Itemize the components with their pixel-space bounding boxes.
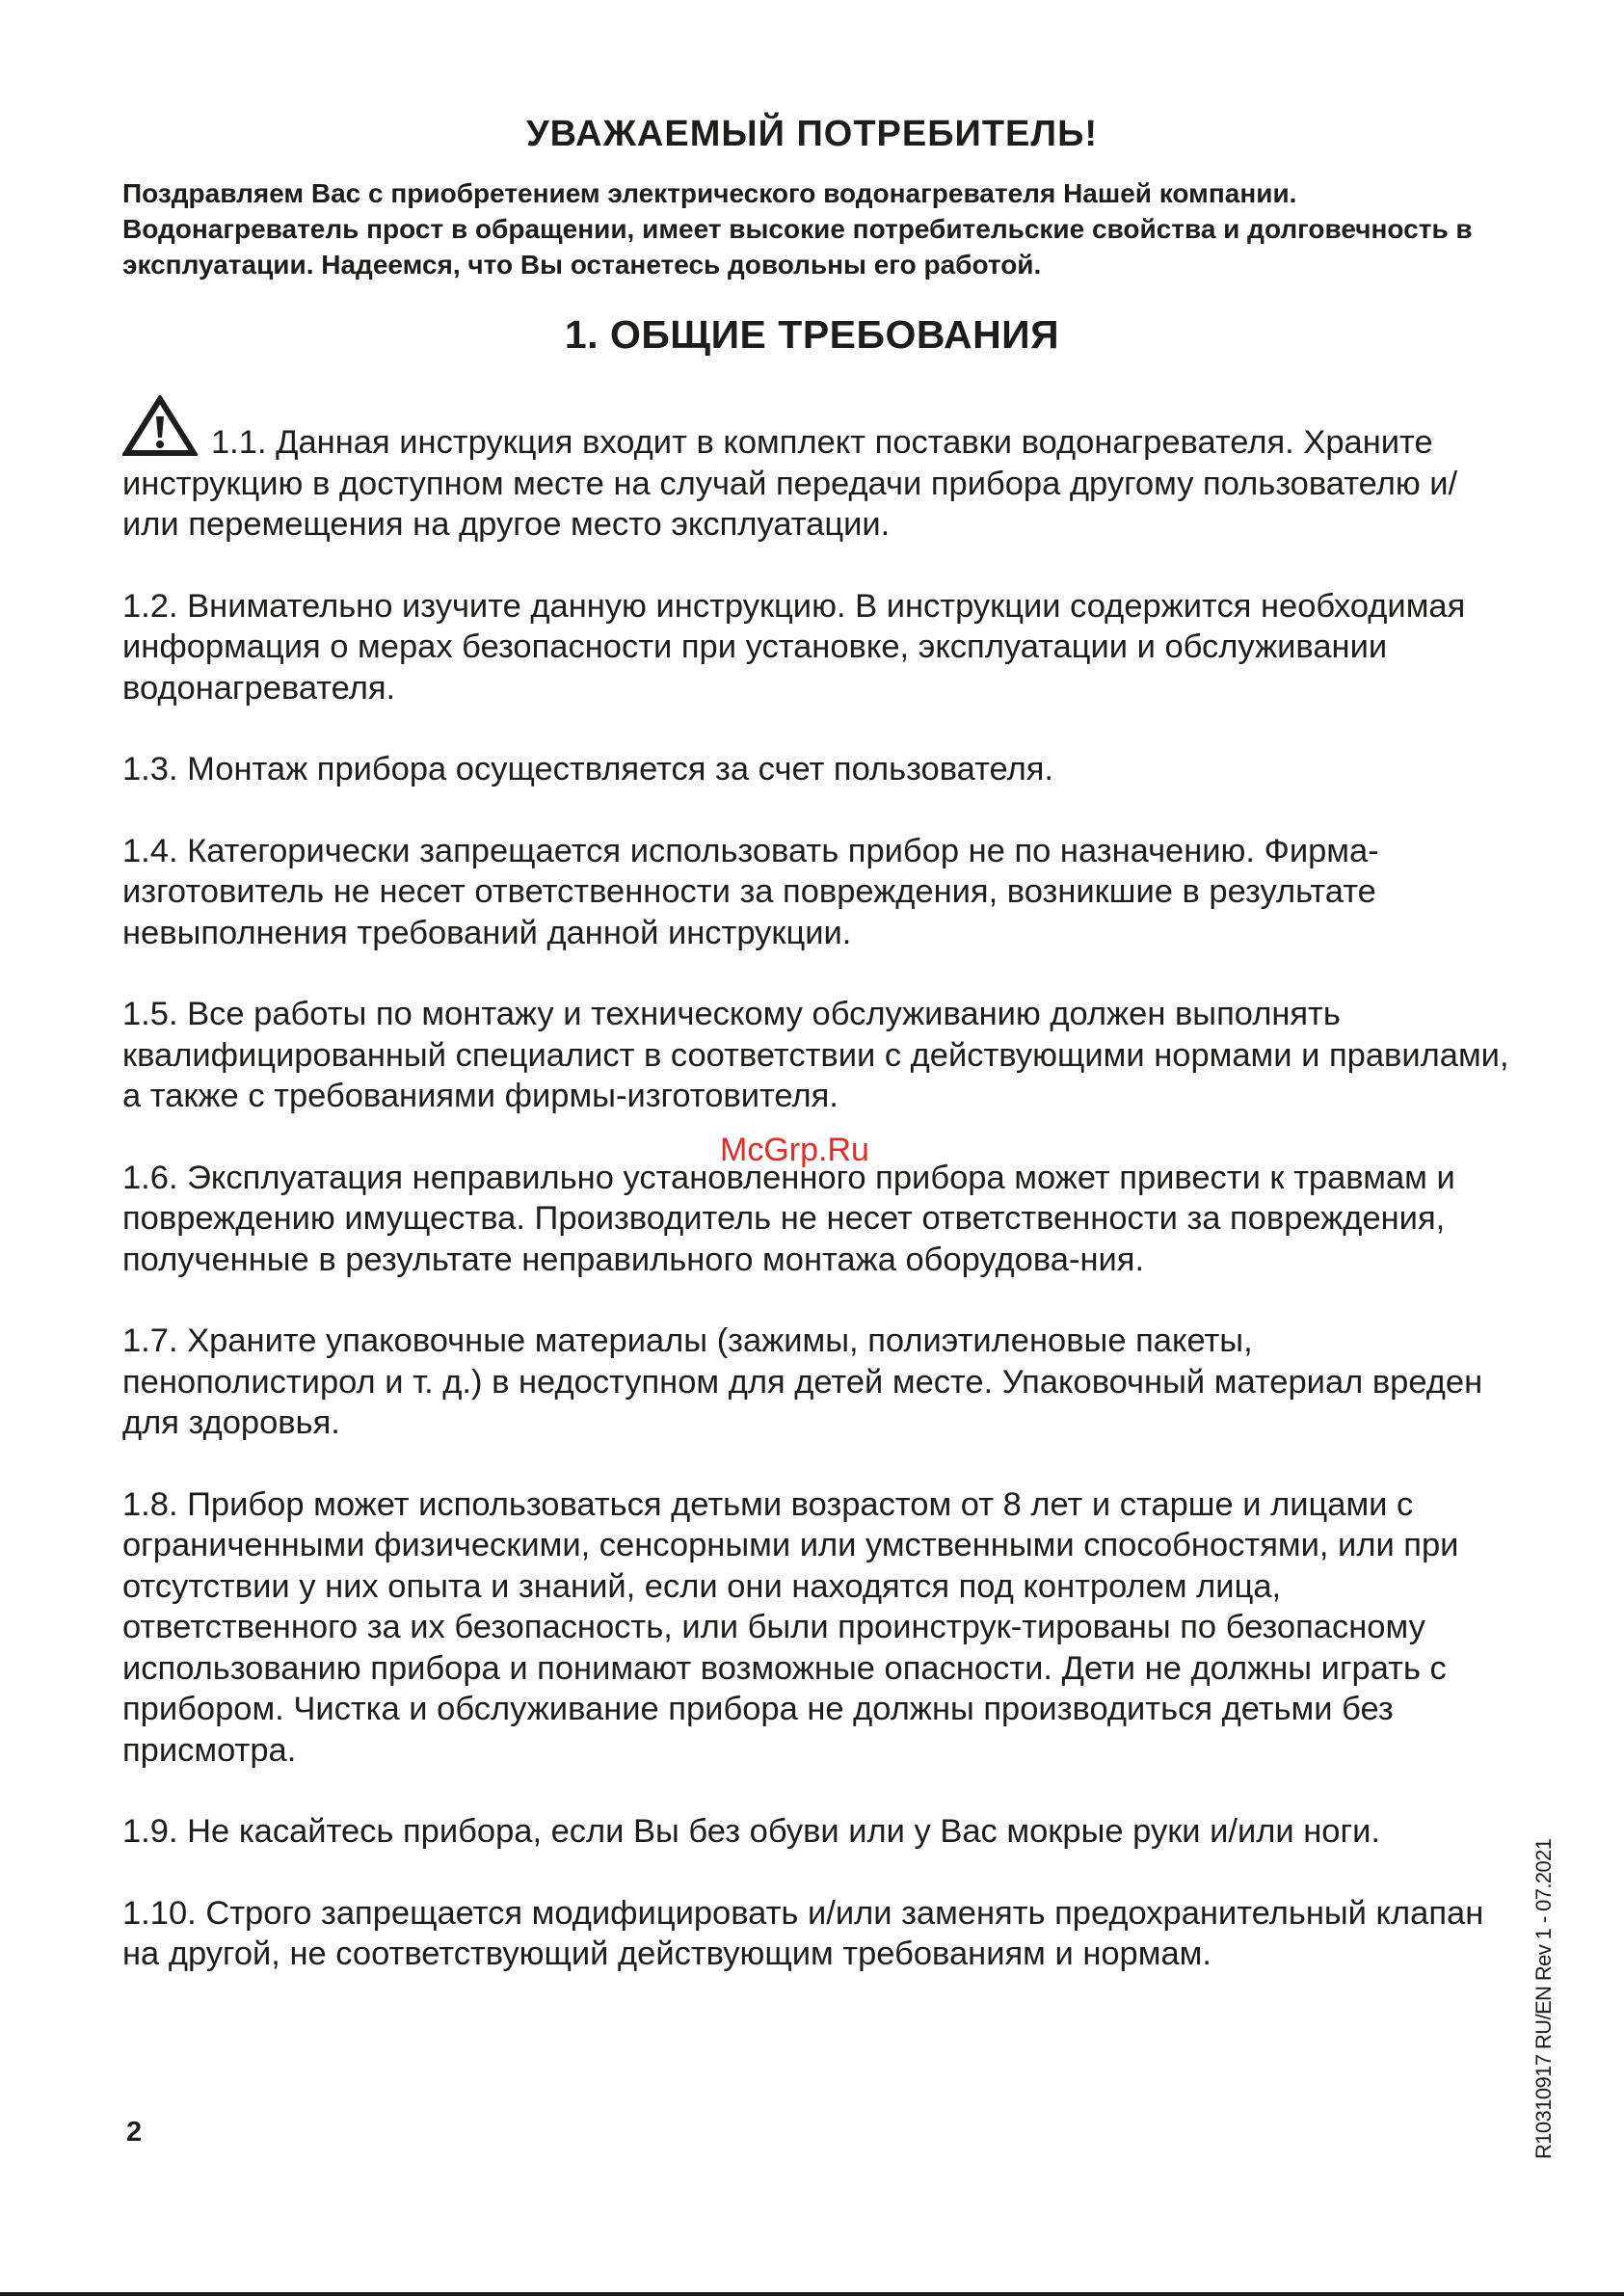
requirement-1-10: 1.10. Строго запрещается модифицировать и/или заменять предохранительный клапан на другой, не соответствующий действующим требованиям и нормам. xyxy=(122,1894,1484,1972)
document-code: R10310917 RU/EN Rev 1 - 07.2021 xyxy=(1531,1838,1556,2159)
requirement-1-1 xyxy=(122,395,1510,546)
requirements-list xyxy=(122,395,1510,2016)
bottom-divider xyxy=(0,2292,1624,2296)
watermark-link[interactable]: McGrp.Ru xyxy=(720,1132,869,1168)
section-title: 1. ОБЩИЕ ТРЕБОВАНИЯ xyxy=(564,312,1060,357)
greeting-title: УВАЖАЕМЫЙ ПОТРЕБИТЕЛЬ! xyxy=(525,114,1099,154)
intro-paragraph: Поздравляем Вас с приобретением электрического водонагревателя Нашей компании. Водонагреватель прост в обращении, имеет высокие потребительские свойства и долговечность в эксплуатации. Надеемся, что Вы останетесь довольны его работой. xyxy=(122,178,1473,280)
requirement-1-6: 1.6. Эксплуатация неправильно установленного прибора может привести к травмам и повреждению имущества. Производитель не несет ответственности за повреждения, полученные в результате неправильного монтажа оборудова-ния. xyxy=(122,1159,1455,1278)
requirement-1-4: 1.4. Категорически запрещается использовать прибор не по назначению. Фирма-изготовитель не несет ответственности за повреждения, возникшие в результате невыполнения требований данной инструкции. xyxy=(122,832,1379,951)
requirement-1-3: 1.3. Монтаж прибора осуществляется за счет пользователя. xyxy=(122,751,1053,788)
requirement-text: 1.1. Данная инструкция входит в комплект поставки водонагревателя. Храните инструкцию в доступном месте на случай передачи прибора другому пользователю и/или перемещения на другое место эксплуатации. xyxy=(122,424,1458,543)
warning-triangle-icon xyxy=(122,395,198,457)
requirement-1-5: 1.5. Все работы по монтажу и техническому обслуживанию должен выполнять квалифицированный специалист в соответствии с действующими нормами и правилами, а также с требованиями фирмы-изготовителя. xyxy=(122,996,1509,1114)
page-number: 2 xyxy=(126,2117,143,2148)
requirement-1-2: 1.2. Внимательно изучите данную инструкцию. В инструкции содержится необходимая информация о мерах безопасности при установке, эксплуатации и обслуживании водонагревателя. xyxy=(122,587,1466,707)
requirement-1-8: 1.8. Прибор может использоваться детьми возрастом от 8 лет и старше и лицами с ограниченными физическими, сенсорными или умственными способностями, или при отсутствии у них опыта и знаний, если они находятся под контролем лица, ответственного за их безопасность, или были проинструк-тированы по безопасному использованию прибора и понимают возможные опасности. Дети не должны играть с прибором. Чистка и обслуживание прибора не должны производиться детьми без присмотра. xyxy=(122,1485,1459,1769)
requirement-1-7: 1.7. Храните упаковочные материалы (зажимы, полиэтиленовые пакеты, пенополистирол и т. д.) в недоступном для детей месте. Упаковочный материал вреден для здоровья. xyxy=(122,1322,1483,1441)
requirement-1-9: 1.9. Не касайтесь прибора, если Вы без обуви или у Вас мокрые руки и/или ноги. xyxy=(122,1813,1380,1850)
